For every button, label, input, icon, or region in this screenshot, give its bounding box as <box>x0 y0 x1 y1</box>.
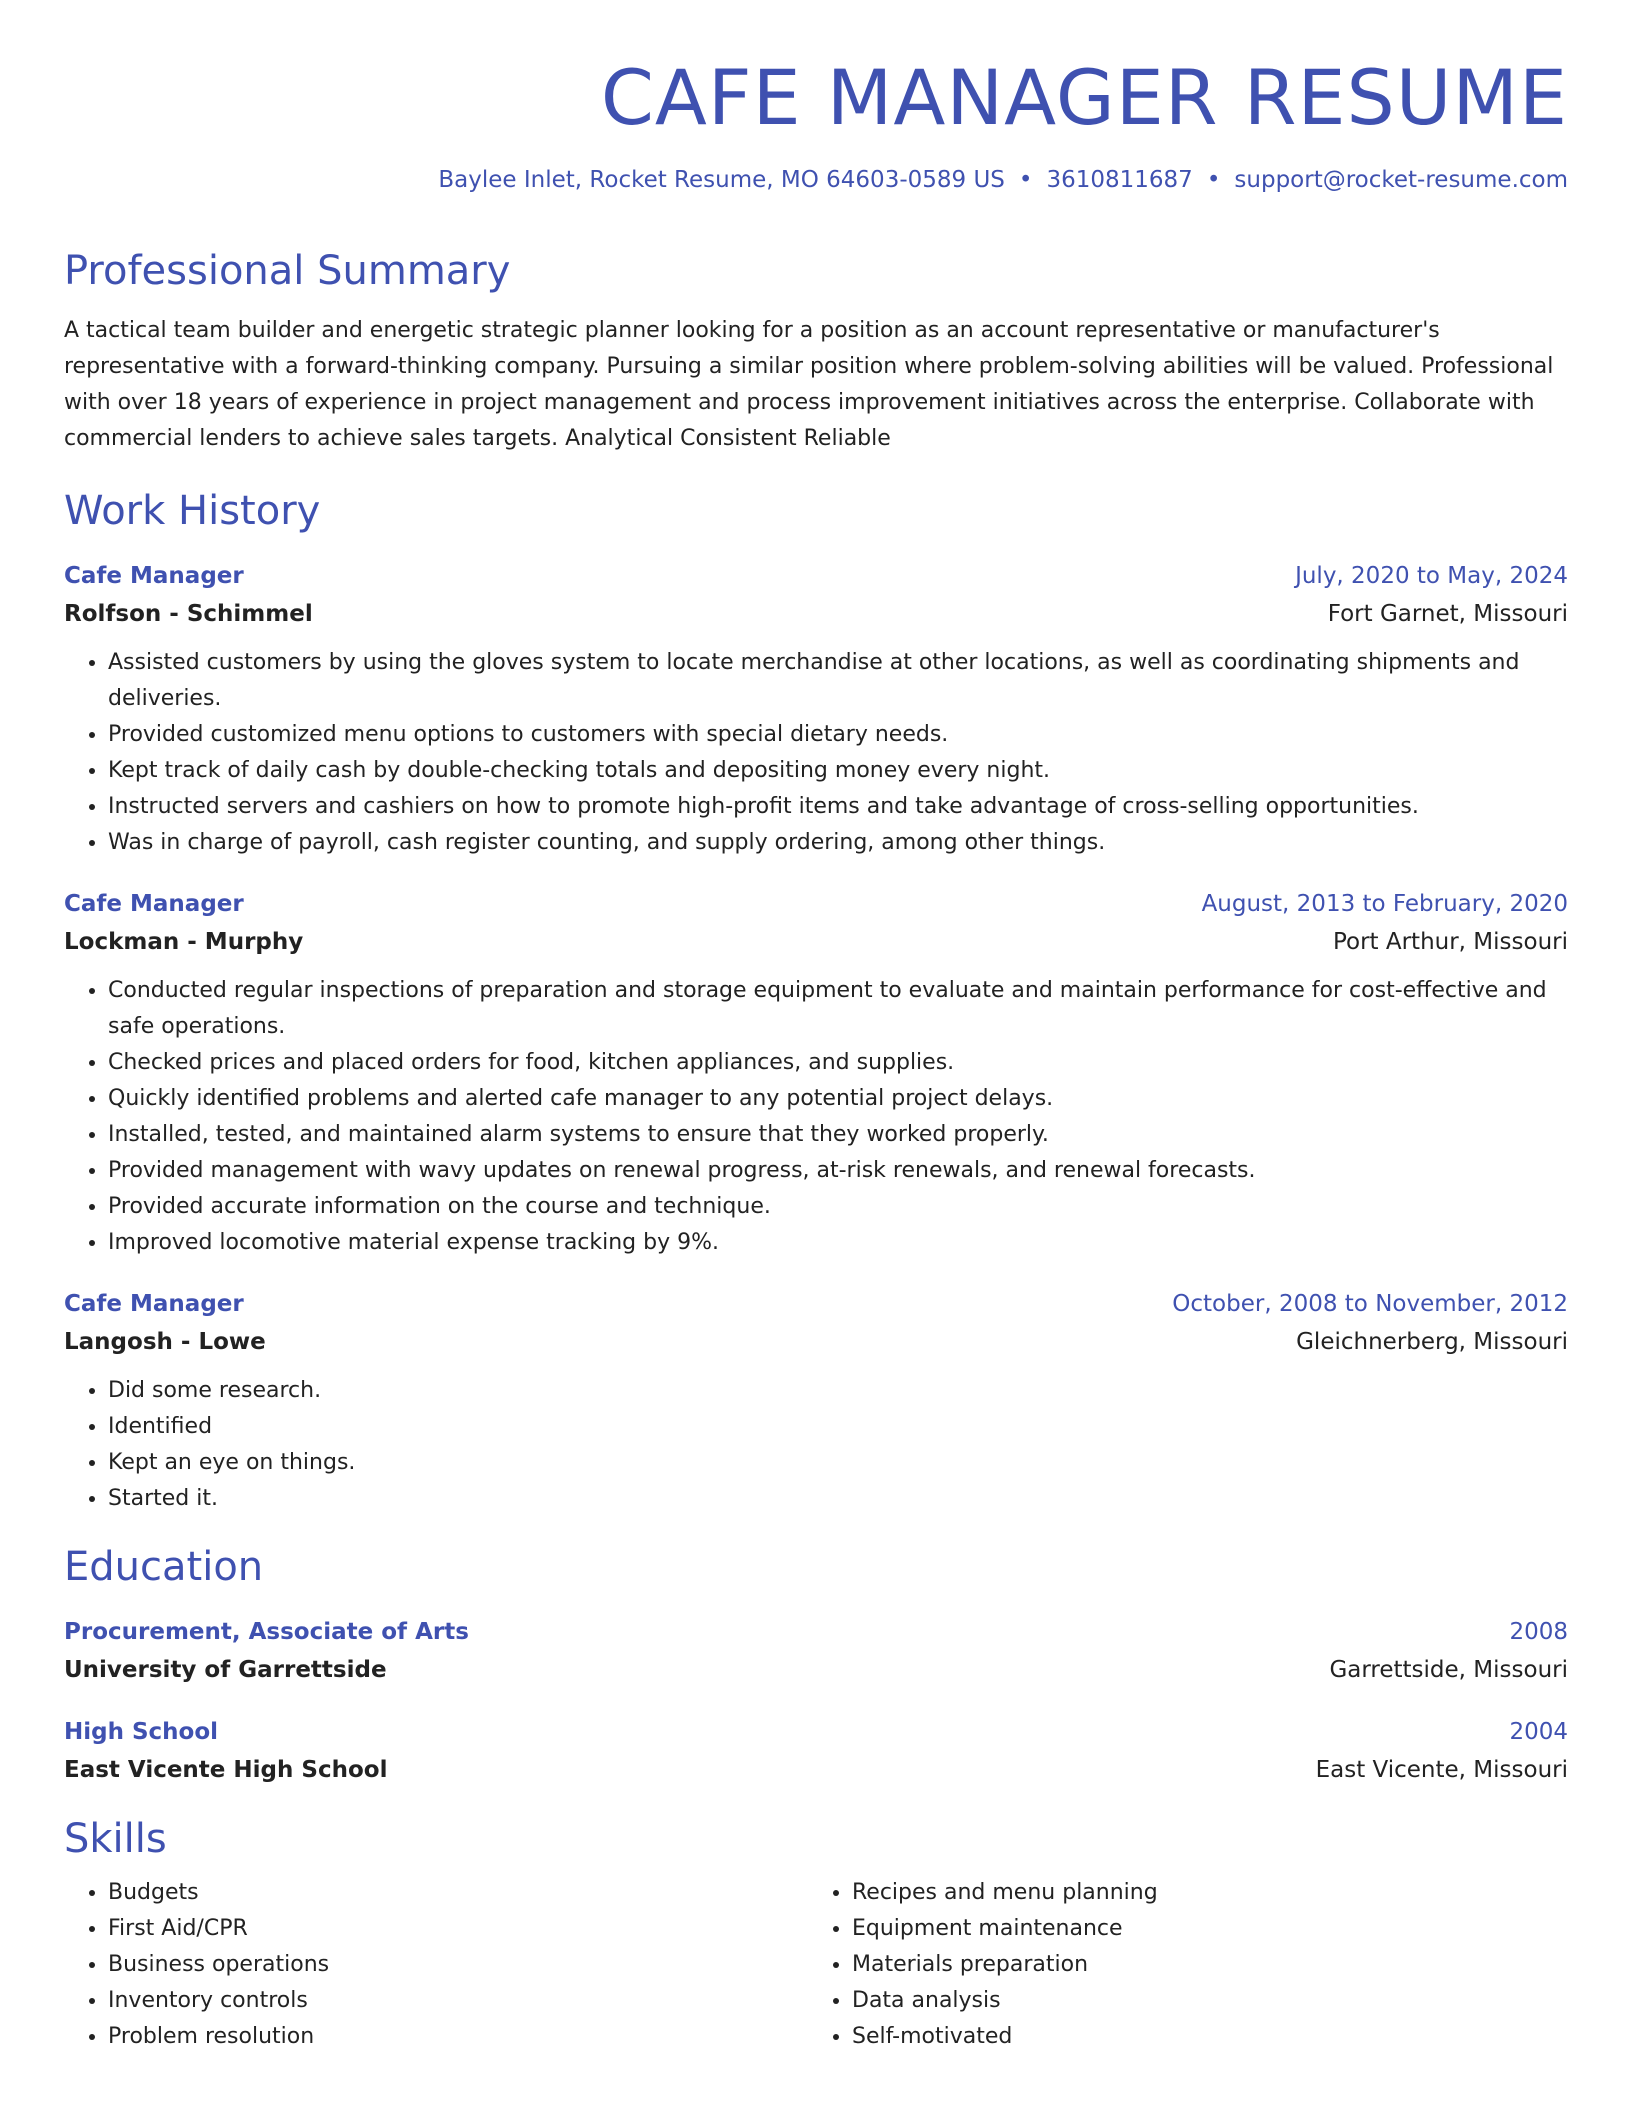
job-dates: August, 2013 to February, 2020 <box>1201 891 1568 918</box>
job-entry <box>64 557 1568 861</box>
job-entry <box>64 885 1568 1261</box>
skill-item: • Recipes and menu planning <box>852 1875 1552 1911</box>
education-degree: High School <box>64 1719 219 1746</box>
job-location: Port Arthur, Missouri <box>1332 929 1568 956</box>
resume-title: CAFE MANAGER RESUME <box>600 53 1568 142</box>
education-entry <box>64 1613 1568 1689</box>
job-duty: • Provided accurate information on the course and technique. <box>108 1189 1568 1225</box>
skills-heading: Skills <box>64 1816 167 1863</box>
skill-item: • Inventory controls <box>108 1983 808 2019</box>
job-title: Cafe Manager <box>64 1291 244 1318</box>
job-duty: • Provided management with wavy updates on renewal progress, at-risk renewals, and renewal forecasts. <box>108 1153 1568 1189</box>
contact-line <box>64 166 1568 196</box>
job-duty: • Checked prices and placed orders for food, kitchen appliances, and supplies. <box>108 1045 1568 1081</box>
contact-address: Baylee Inlet, Rocket Resume, MO 64603-0589 US <box>438 166 1005 193</box>
job-company-row <box>64 1323 1568 1361</box>
skill-item: • Business operations <box>108 1947 808 1983</box>
job-duty: • Kept an eye on things. <box>108 1445 1568 1481</box>
education-school-row <box>64 1651 1568 1689</box>
job-duty: • Instructed servers and cashiers on how to promote high-profit items and take advantage of cross-selling opportunities. <box>108 789 1568 825</box>
job-dates: October, 2008 to November, 2012 <box>1172 1291 1568 1318</box>
skills-list-left <box>64 1875 808 2055</box>
job-company-row <box>64 595 1568 633</box>
job-company: Rolfson - Schimmel <box>64 601 313 628</box>
job-duty: • Improved locomotive material expense tracking by 9%. <box>108 1225 1568 1261</box>
job-duty: • Did some research. <box>108 1373 1568 1409</box>
education-year: 2008 <box>1509 1619 1568 1646</box>
job-duty: • Assisted customers by using the gloves system to locate merchandise at other locations, as well as coordinating shipments and deliveries. <box>108 645 1568 717</box>
education-school: East Vicente High School <box>64 1757 388 1784</box>
job-duty: • Started it. <box>108 1481 1568 1517</box>
job-company: Langosh - Lowe <box>64 1329 266 1356</box>
education-entry <box>64 1713 1568 1789</box>
job-title-row <box>64 885 1568 923</box>
skills-columns <box>64 1875 1568 2055</box>
education-degree-row <box>64 1613 1568 1651</box>
education-location: East Vicente, Missouri <box>1315 1757 1568 1784</box>
education-location: Garrettside, Missouri <box>1329 1657 1568 1684</box>
skill-item: • Equipment maintenance <box>852 1911 1552 1947</box>
job-duties-list <box>64 973 1568 1261</box>
education-year: 2004 <box>1509 1719 1568 1746</box>
job-location: Gleichnerberg, Missouri <box>1296 1329 1568 1356</box>
job-title-row <box>64 557 1568 595</box>
contact-phone[interactable]: 3610811687 <box>1046 166 1193 193</box>
job-dates: July, 2020 to May, 2024 <box>1295 563 1568 590</box>
job-title-row <box>64 1285 1568 1323</box>
education-degree-row <box>64 1713 1568 1751</box>
job-duties-list <box>64 1373 1568 1517</box>
job-duty: • Was in charge of payroll, cash register counting, and supply ordering, among other things. <box>108 825 1568 861</box>
job-duty: • Identified <box>108 1409 1568 1445</box>
contact-email[interactable]: support@rocket-resume.com <box>1234 166 1568 193</box>
job-duty: • Kept track of daily cash by double-checking totals and depositing money every night. <box>108 753 1568 789</box>
job-title: Cafe Manager <box>64 563 244 590</box>
job-duties-list <box>64 645 1568 861</box>
job-duty: • Provided customized menu options to customers with special dietary needs. <box>108 717 1568 753</box>
education-degree: Procurement, Associate of Arts <box>64 1619 469 1646</box>
skill-item: • Problem resolution <box>108 2019 808 2055</box>
work-history-heading: Work History <box>64 488 321 535</box>
contact-separator: • <box>1206 166 1221 193</box>
summary-heading: Professional Summary <box>64 248 511 295</box>
job-entry <box>64 1285 1568 1517</box>
summary-text: A tactical team builder and energetic strategic planner looking for a position as an account representative or manufacturer's representative with a forward-thinking company. Pursuing a similar position where problem-solving abilities will be valued. Professional with over 18 years of experience in project management and process improvement initiatives across the enterprise. Collaborate with commercial lenders to achieve sales targets. Analytical Consistent Reliable <box>64 318 1554 452</box>
education-heading: Education <box>64 1544 264 1591</box>
skill-item: • Materials preparation <box>852 1947 1552 1983</box>
skill-item: • First Aid/CPR <box>108 1911 808 1947</box>
skill-item: • Self-motivated <box>852 2019 1552 2055</box>
job-duty: • Installed, tested, and maintained alarm systems to ensure that they worked properly. <box>108 1117 1568 1153</box>
skill-item: • Data analysis <box>852 1983 1552 2019</box>
job-title: Cafe Manager <box>64 891 244 918</box>
job-company-row <box>64 923 1568 961</box>
job-company: Lockman - Murphy <box>64 929 304 956</box>
education-school: University of Garrettside <box>64 1657 387 1684</box>
job-duty: • Quickly identified problems and alerted cafe manager to any potential project delays. <box>108 1081 1568 1117</box>
job-location: Fort Garnet, Missouri <box>1327 601 1568 628</box>
job-duty: • Conducted regular inspections of preparation and storage equipment to evaluate and maintain performance for cost-effective and safe operations. <box>108 973 1568 1045</box>
contact-separator: • <box>1018 166 1033 193</box>
skill-item: • Budgets <box>108 1875 808 1911</box>
education-school-row <box>64 1751 1568 1789</box>
skills-list-right <box>808 1875 1552 2055</box>
